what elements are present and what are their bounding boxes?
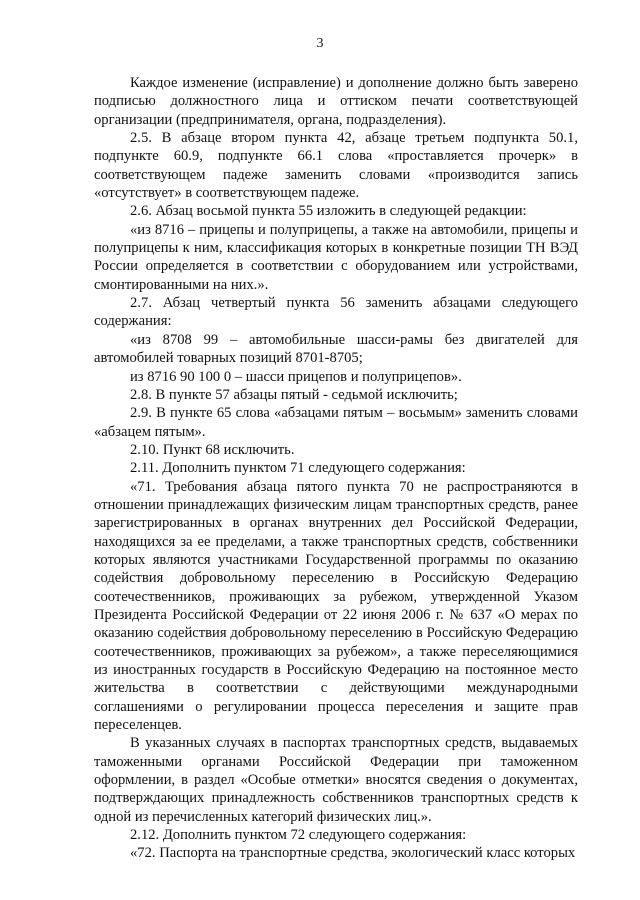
document-body [94, 74, 578, 863]
paragraph: 2.7. Абзац четвертый пункта 56 заменить абзацами следующего содержания: [94, 295, 578, 330]
paragraph: «из 8708 99 – автомобильные шасси-рамы без двигателей для автомобилей товарных позиций 8701-8705; [94, 331, 578, 367]
paragraph: «71. Требования абзаца пятого пункта 70 не распространяются в отношении принадлежащих физическим лицам транспортных средств, ранее зарегистрированных в органах внутренних дел Российской Федерации, находящихся за ее пределами, а также транспортных средств, собственники которых являются участниками Государственной программы по оказанию содействия добровольному переселению в Российскую Федерацию соотечественников, проживающих за рубежом, утвержденной Указом Президента Российской Федерации от 22 июня 2006 г. № 637 «О мерах по оказанию содействия добровольному переселению в Российскую Федерацию соотечественников, проживающих за рубежом», а также переселяющимися из иностранных государств в Российскую Федерацию на постоянное место жительства в соответствии с действующими международными соглашениями о регулировании процесса переселения и защите прав переселенцев. [94, 478, 578, 734]
paragraph: 2.10. Пункт 68 исключить. [130, 441, 295, 458]
paragraph: «из 8716 – прицепы и полуприцепы, а также на автомобили, прицепы и полуприцепы к ним, классификация которых в конкретные позиции ТН ВЭД России определяется в соответствии с оборудованием или устройствами, смонтированными на них.». [94, 221, 578, 293]
paragraph: 2.12. Дополнить пунктом 72 следующего содержания: [130, 827, 467, 844]
page-number: 3 [316, 36, 324, 51]
paragraph: из 8716 90 100 0 – шасси прицепов и полуприцепов». [130, 368, 462, 385]
paragraph: 2.5. В абзаце втором пункта 42, абзаце третьем подпункта 50.1, подпункте 60.9, подпункте 66.1 слова «проставляется прочерк» в соответствующем падеже заменить словами «производится запись «отсутствует» в соответствующем падеже. [94, 130, 578, 202]
paragraph: «72. Паспорта на транспортные средства, экологический класс которых [130, 845, 576, 862]
paragraph: В указанных случаях в паспортах транспортных средств, выдаваемых таможенными органами Российской Федерации при таможенном оформлении, в раздел «Особые отметки» вносятся сведения о документах, подтверждающих принадлежность собственников транспортных средств к одной из перечисленных категорий физических лиц.». [94, 735, 578, 825]
paragraph: 2.11. Дополнить пунктом 71 следующего содержания: [130, 460, 466, 477]
paragraph: 2.6. Абзац восьмой пункта 55 изложить в следующей редакции: [130, 203, 527, 220]
paragraph: 2.9. В пункте 65 слова «абзацами пятым – восьмым» заменить словами «абзацем пятым». [94, 405, 578, 440]
paragraph: 2.8. В пункте 57 абзацы пятый - седьмой исключить; [130, 386, 458, 403]
paragraph: Каждое изменение (исправление) и дополнение должно быть заверено подписью должностного лица и оттиском печати соответствующей организации (предпринимателя, органа, подразделения). [94, 75, 578, 128]
